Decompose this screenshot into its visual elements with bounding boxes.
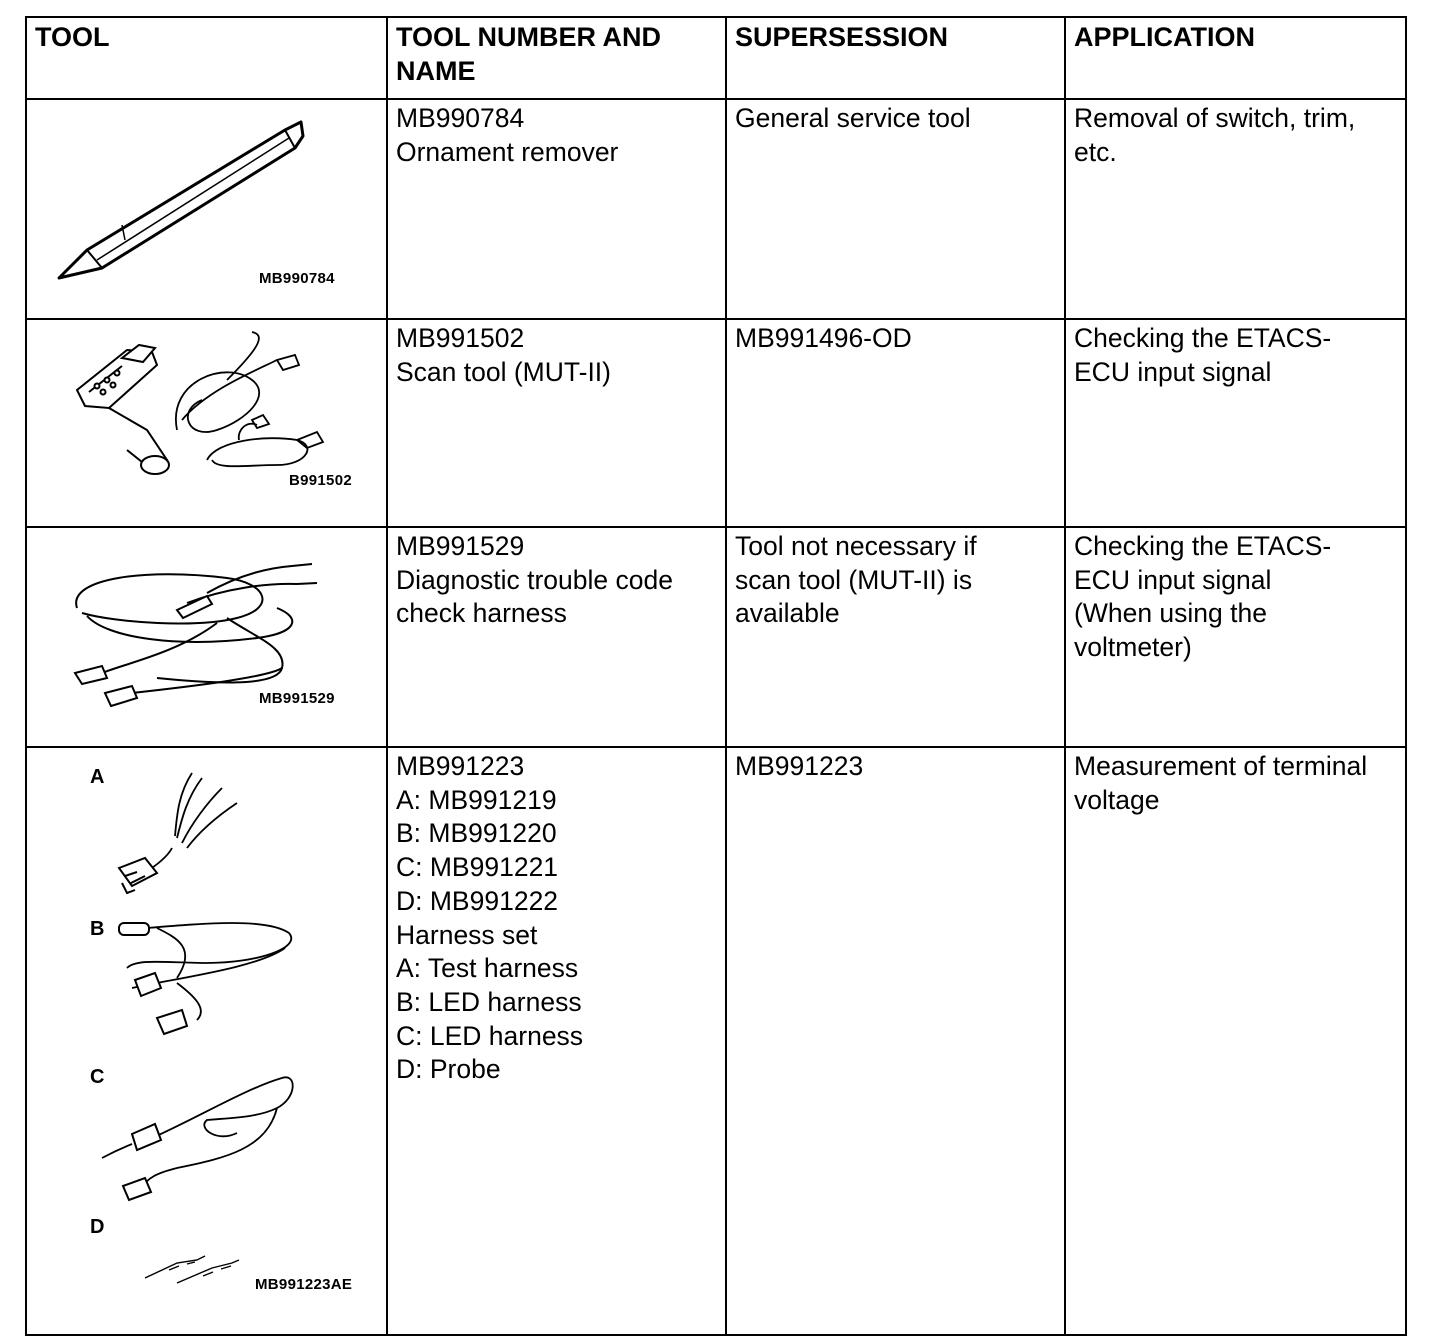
special-tools-table <box>25 16 1407 1336</box>
tool-name: D: Probe <box>396 1054 501 1085</box>
tool-part-letter-b: B <box>90 918 105 940</box>
application-text: Removal of switch, trim, <box>1074 103 1356 133</box>
tool-number-name-cell <box>387 527 726 747</box>
tool-image-code: MB991529 <box>259 690 335 707</box>
header-tool: TOOL <box>26 17 387 99</box>
tool-number: MB991502 <box>396 323 525 353</box>
application-text: Checking the ETACS- <box>1074 323 1332 353</box>
supersession-text: available <box>735 598 840 629</box>
table-row <box>26 747 1406 1335</box>
check-harness-icon <box>27 528 388 742</box>
supersession-cell <box>726 99 1065 319</box>
tool-number: B: MB991220 <box>396 818 557 849</box>
application-cell <box>1065 319 1406 527</box>
tool-number: A: MB991219 <box>396 784 557 815</box>
table-row <box>26 319 1406 527</box>
tool-number: MB991529 <box>396 531 525 561</box>
supersession-cell <box>726 527 1065 747</box>
application-text: voltmeter) <box>1074 632 1192 663</box>
supersession-text: MB991223 <box>735 751 864 781</box>
supersession-text: MB991496-OD <box>735 323 912 353</box>
header-application: APPLICATION <box>1065 17 1406 99</box>
tool-image-cell <box>26 527 387 747</box>
tool-name: Scan tool (MUT-II) <box>396 356 611 387</box>
tool-image-code: MB991223AE <box>255 1276 353 1293</box>
tool-name: B: LED harness <box>396 986 582 1017</box>
header-tool-number-name: TOOL NUMBER AND NAME <box>387 17 726 99</box>
supersession-cell <box>726 747 1065 1335</box>
tool-image-cell <box>26 99 387 319</box>
application-text: voltage <box>1074 784 1160 815</box>
tool-number: MB991223 <box>396 751 525 781</box>
tool-name: Harness set <box>396 919 538 950</box>
application-text: (When using the <box>1074 598 1267 629</box>
table-row <box>26 99 1406 319</box>
application-cell <box>1065 527 1406 747</box>
tool-number-name-cell <box>387 747 726 1335</box>
tool-number-name-cell <box>387 99 726 319</box>
tool-number-name-cell <box>387 319 726 527</box>
tool-number: D: MB991222 <box>396 885 559 916</box>
application-cell <box>1065 99 1406 319</box>
tool-name: A: Test harness <box>396 953 579 984</box>
header-supersession: SUPERSESSION <box>726 17 1065 99</box>
tool-part-letter-a: A <box>90 766 105 788</box>
application-cell <box>1065 747 1406 1335</box>
tool-image-code: MB990784 <box>259 270 335 287</box>
tool-name: check harness <box>396 598 567 629</box>
tool-image-cell <box>26 747 387 1335</box>
supersession-text: Tool not necessary if <box>735 531 977 561</box>
tool-part-letter-d: D <box>90 1216 105 1238</box>
tool-name: Diagnostic trouble code <box>396 564 673 595</box>
application-text: Checking the ETACS- <box>1074 531 1332 561</box>
application-text: Measurement of terminal <box>1074 751 1368 781</box>
supersession-cell <box>726 319 1065 527</box>
supersession-text: scan tool (MUT-II) is <box>735 564 973 595</box>
harness-set-icon <box>27 748 388 1330</box>
tool-number: C: MB991221 <box>396 852 559 883</box>
application-text: ECU input signal <box>1074 564 1272 595</box>
tool-number: MB990784 <box>396 103 525 133</box>
tool-part-letter-c: C <box>90 1066 105 1088</box>
tool-image-cell <box>26 319 387 527</box>
supersession-text: General service tool <box>735 103 971 133</box>
scan-tool-icon <box>27 320 388 522</box>
table-row <box>26 527 1406 747</box>
header-row <box>26 17 1406 99</box>
application-text: etc. <box>1074 136 1117 167</box>
tool-name: C: LED harness <box>396 1020 584 1051</box>
tool-name: Ornament remover <box>396 136 619 167</box>
application-text: ECU input signal <box>1074 356 1272 387</box>
tool-image-code: B991502 <box>289 472 352 489</box>
